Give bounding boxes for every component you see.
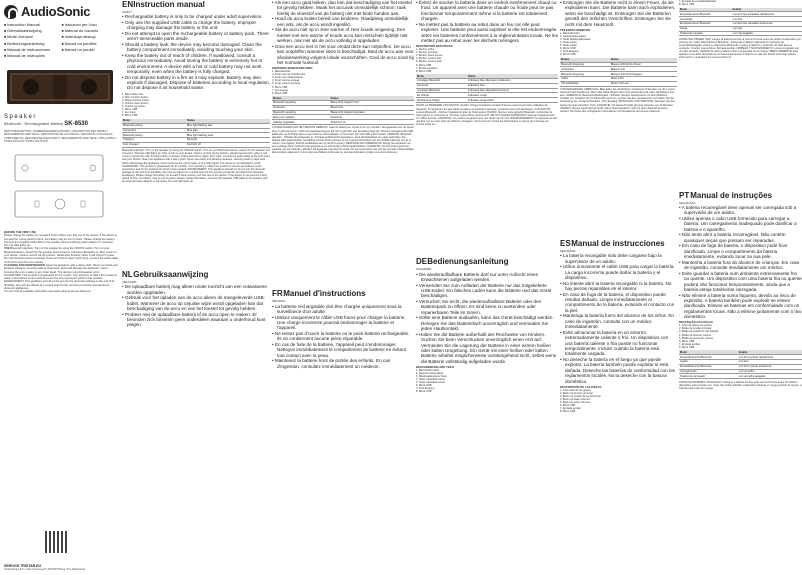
nl-safety-bullets: [122, 284, 270, 328]
en-safety-small: BEFORE THE FIRST USE Please charge the battery for at least 8 hours before your first use of the device. If the device is not used for a long period of time, the battery may be out of power. Please charge the battery. Connect the supplied USB cable to the speaker and an external power adaptor or computer. The red LED lights up. USE Bluetooth playback: Turn on the speaker by using the ON/OFF switch. Turn on your Bluetooth-device, search for the speaker and connect it. The blue LED lights up. Play music on your device. Volume control via the buttons. Hands-free function: when a call comes in press the main function button to answer. Press and hold to reject. AUX input: connect the audio cable to the AUX input and your device. CLEANING AND MAINTENANCE Clean the appliance with a damp cloth. Never use harsh and abrasive cleaners, scouring pads or steel wool, which will damage the appliance. Never immerse the unit in water or any other liquid. The device is not dishwasher proof. GUARANTEE: This product is guaranteed for 24 months. Your warranty is valid if the product is used in accordance to the instructions and for the purpose for which it was created. ENVIRONMENT: This appliance should not be put into the domestic garbage at the end of its durability, but must be offered at a central point for the recycling of electric and electronic domestic appliances. You can find all available information and spare parts at service.tristar.eu!: [4, 231, 118, 294]
table-cell: Verbunden: [560, 67, 610, 72]
table-cell: Emparejamiento Bluetooth: [679, 22, 732, 27]
safety-bullet: • Als een accu gaat lekken, dan kan dat beschadiging van het toestel tot gevolg hebben. Maak het accuvak onmiddellijk schoon; raak hierbij de vloeistof van de batterij niet met blote handen aan.: [272, 0, 414, 16]
safety-bullet: • Ne mettez pas la batterie au rebut dans un feu car elle peut exploser. Une batterie peut aussi exploser si elle est endommagée. Jetez les batteries conformément à la réglementation locale. Ne les mettez pas au rebut avec les déchets ménagers.: [416, 22, 558, 44]
part-item: 2. Botão de função principal: [679, 327, 712, 331]
safety-bullet: • No intente abrir la batería recargable ni la batería. No hay piezas reparables en el interior.: [560, 281, 677, 292]
de-safety-label: SICHERHEIT: [416, 268, 432, 272]
table-cell: Conectado: [679, 17, 732, 22]
table-cell: Charging: [122, 138, 186, 143]
table-cell: Blue light flashing slow: [186, 133, 270, 138]
table-cell: Red light off: [186, 142, 270, 147]
table-cell: Fully charged: [122, 142, 186, 147]
part-item: 3. Botón de estado de reproducción: [560, 394, 602, 398]
manual-language-item: ■ Návod na použitie: [62, 41, 120, 47]
table-cell: Volledig opgeladen: [272, 120, 330, 125]
table-header-cell: Estado: [738, 350, 802, 354]
de-parts-label: BESCHREIBUNG DER TEILE: [416, 364, 455, 369]
en-nl-column: [122, 0, 270, 575]
table-cell: Blauw licht knippert langzaam: [330, 110, 414, 115]
part-item: 2. Haupt-Funktionstaste: [416, 371, 444, 375]
table-cell: Luz vermelha apagada: [738, 374, 802, 379]
table-header-cell: Status: [610, 58, 677, 62]
table-cell: Emparelhamento Bluetooth: [679, 364, 738, 369]
table-row: [679, 31, 802, 36]
fr-section-header: FR Manuel d'instructions: [272, 289, 366, 299]
part-item: 5. Botón de subir volumen: [560, 401, 591, 404]
safety-bullet: • Em caso de fuga de bateria, o dispositivo pode ficar danificado. Limpe o compartimento da bateria imediatamente, evitando tocar na sua pele.: [679, 243, 802, 259]
part-item: 3. Playing status button: [122, 98, 149, 102]
fr-de-column: [416, 0, 558, 575]
part-item: 7. Entrée auxiliaire: [416, 66, 438, 70]
table-cell: Entièrement chargé: [416, 98, 467, 103]
manual-language-item: ■ Návod na použití: [62, 47, 120, 53]
safety-bullet: • En cas de fuite de la batterie, l'appareil peut s'endommager. Nettoyez immédiatement le compartiment de batterie en évitant tout contact avec la peau.: [272, 342, 414, 358]
safety-bullet: • Should a battery leak, the device may become damaged. Clean the battery compartment immediately, avoiding touching your skin.: [122, 42, 270, 53]
part-item: 3. Taste Wiedergabestatus: [560, 37, 591, 41]
table-cell: Jumelage Bluetooth: [416, 88, 467, 93]
part-item: 2. Main function button: [122, 95, 149, 99]
table-header-cell: Modo: [679, 350, 738, 354]
table-cell: Bluetooth pairing: [122, 133, 186, 138]
safety-bullet: • Die wiederaufladbare Batterie darf nur unter Aufsicht eines Erwachsenen aufgeladen werden.: [416, 272, 558, 283]
table-cell: Bluetooth koppeling: [272, 101, 330, 106]
product-subtitle: Bluetooth - Rechargeable Battery SK-8530: [4, 121, 88, 127]
safety-bullet: • Only use the supplied USB cable to charge the battery. Improper charging may damage the battery or the unit.: [122, 20, 270, 31]
table-cell: Carga: [679, 26, 732, 31]
fr-safety-label: SÉCURITÉ: [272, 300, 286, 304]
table-row: [272, 120, 414, 125]
es-safety-label: SEGURIDAD: [560, 250, 576, 254]
safety-bullet: • Gebruik voor het opladen van de accu alleen de meegeleverde USB-kabel. Wanneer de accu op onjuiste wijze wordt opgeladen kan dat beschadiging van de accu en van het toestel tot gevolg hebben.: [122, 295, 270, 311]
part-item: 1. Bass reflex tube: [122, 92, 144, 96]
table-header-cell: Status: [330, 96, 414, 100]
part-item: 4. Knop volume omlaag: [272, 79, 300, 83]
part-item: 2. Knop voor de hoofdfunctie: [272, 73, 306, 77]
pt-parts-label: DESCRIÇÃO DAS PEÇAS: [679, 320, 713, 325]
part-item: 6. Micro USB: [560, 404, 576, 408]
table-header-cell: Mode: [416, 74, 467, 78]
part-item: 4. Taste Leiser: [560, 40, 577, 44]
manual-language-item: ■ Istruzioni per l'uso: [62, 22, 120, 28]
en-parts-list: [122, 93, 270, 118]
brand-logo: [4, 4, 90, 19]
table-cell: Luz roja apagada: [732, 31, 802, 36]
manual-language-item: ■ Instrukcja obsługi: [62, 34, 120, 40]
safety-bullet: • Évitez de stocker la batterie dans un endroit extrêmement chaud ou froid. Un appareil avec une batterie chaude ou froide peut ne pas fonctionner temporairement même si la batterie est totalement chargée.: [416, 0, 558, 22]
part-item: 6. Micro USB: [122, 108, 138, 112]
safety-bullet: • Do not attempt to open the rechargeable battery or battery pack. There aren't serviceable parts inside.: [122, 31, 270, 42]
safety-bullet: • Do not dispose battery in a fire as it may explode. Battery may also explode if damaged. Dispose of batteries according to local regulation. Do not dispose it as household waste.: [122, 75, 270, 91]
fr-text: AVANT LA PREMIÈRE UTILISATION: Veuillez charger la batterie pendant 8 heures avant la première utilisation de l'appareil. Si l'appareil n'est pas utilisé pendant une période prolongée, la batterie peut être déchargée. UTILISATION: Lecture Bluetooth - Allumez l'appareil à l'aide de l'interrupteur ON/OFF. Allumez votre appareil Bluetooth, recherchez le haut-parleur et connectez-le. Fonction mains libres. Entrée AUX. NETTOYAGE ET ENTRETIEN: Nettoyez l'appareil avec un chiffon humide. GARANTIE: Ce produit est garanti pour une durée de 24 mois. ENVIRONNEMENT: Cet appareil ne doit pas être mis au rebut avec les déchets ménagers. Vous trouverez toutes les informations et pièces de rechange sur service.tristar.eu !: [416, 104, 557, 127]
part-item: 7. Aux input: [122, 111, 136, 115]
table-cell: Blauw licht knippert snel: [330, 101, 414, 106]
cover-column: [0, 0, 120, 575]
table-cell: Indicateur bleu clignotant lentement: [467, 88, 558, 93]
table-cell: Rotes Licht: [610, 77, 677, 82]
table-row: [560, 81, 677, 86]
safety-bullet: • No deseche la batería en el fuego ya que puede explotar. La batería también puede explotar si está dañada. Deseche las baterías de conformidad con los reglamentos locales. No la deseche con la basura doméstica.: [560, 357, 677, 384]
table-cell: Voll aufgeladen: [560, 81, 610, 86]
fr-safety-bullets: [272, 304, 414, 370]
de-section-header: DE Bedienungsanleitung: [416, 257, 509, 267]
table-cell: Bezig met opladen: [272, 115, 330, 120]
part-item: 4. Volume down button: [122, 102, 149, 105]
brand-name: AudioSonic: [21, 4, 91, 19]
part-item: 7. Entrada de entrada/adaptador: [679, 0, 717, 3]
part-item: 2. Hauptfunktionstaste: [560, 34, 586, 38]
part-item: 4. Botão de diminuir volume: [679, 333, 712, 337]
safety-bullet: • La batterie rechargeable doit être chargée uniquement sous la surveillance d'un adulte.: [272, 304, 414, 315]
safety-bullet: • Rechargeable battery is only to be charged under adult supervision.: [122, 14, 270, 19]
nl-status-table: [272, 96, 414, 125]
table-cell: Blue light: [186, 128, 270, 133]
table-cell: Blauw licht: [330, 105, 414, 110]
table-cell: Indicateur rouge éteint: [467, 98, 558, 103]
part-item: 6. Micro USB: [272, 85, 288, 89]
table-cell: Luz azul que parpadea lentamente: [732, 22, 802, 27]
part-item: 6. Micro-USB: [560, 47, 576, 51]
fr-safety-bullets-continued: [416, 0, 558, 43]
part-item: 8. Micro USB: [416, 69, 432, 73]
parts-description-header: PARTS DESCRIPTION / ONDERDELENBESCHRIJVING / DESCRIPTION DES PIECES / BESCHREIBUNG DER TEILE / DESCRIPCIÓN DE LAS PIEZAS / DESCRIÇÃO DAS PEÇAS / COMPONENTE / DESCRIZIONE DELLE PARTI / BESCHREIBUNG DER TEILE / OPIS CZĘŚCI / POPIS SÚČASTÍ / POPIS SOUČÁSTÍ: [4, 130, 117, 144]
table-cell: Carregamento: [679, 369, 738, 374]
nl-parts-list: [272, 70, 414, 95]
table-cell: Luz azul: [732, 17, 802, 22]
part-item: 6. Micro USB: [416, 63, 432, 67]
table-cell: Luz azul: [738, 360, 802, 365]
part-item: 7. Entrada auxiliar: [679, 342, 700, 346]
en-section-header: EN Instruction manual: [122, 0, 205, 9]
part-item: 8. Micro USB: [560, 410, 576, 414]
table-row: [122, 142, 270, 147]
safety-bullet: • Houd de accu buiten bereik van kinderen. Raadpleeg onmiddellijk een arts, als de accu wordt ingeslikt.: [272, 16, 414, 27]
product-model: SK-8530: [64, 121, 88, 127]
table-header-cell: Mode: [122, 119, 186, 123]
part-item: 5. Knop volume omhoog: [272, 82, 301, 86]
manual-language-item: ■ Gebruiksaanwijzing: [4, 28, 62, 34]
safety-bullet: • Sla de accu niet op in zeer warme of zeer koude omgeving. Een toestel met een warme of koude accu kan misschien tijdelijk niet werken, ook niet als de accu volledig is opgeladen.: [272, 27, 414, 43]
table-header-cell: Modus: [560, 58, 610, 62]
nl-parts-label: ONDERDELENBESCHRIJVING: [272, 65, 313, 70]
safety-bullet: • Verwenden Sie zum Aufladen der Batterie nur das mitgelieferte USB-Kabel. Ein falsches Laden kann die Batterie und das Gerät beschädigen.: [416, 283, 558, 299]
safety-bullet: • Utilisez uniquement le câble USB fourni pour charger la batterie. Une charge incorrecte pourrait endommager la batterie et l'appareil.: [272, 315, 414, 331]
part-item: 6. Micro USB: [679, 339, 695, 343]
part-item: 8. Micro USB: [272, 91, 288, 95]
manual-language-item: ■ Bedienungsanleitung: [4, 41, 62, 47]
nl-section-header: NL Gebruiksaanwijzing: [122, 270, 209, 280]
part-item: 3. Wiedergabestatus-Taste: [416, 375, 447, 378]
table-cell: Emparelhamento Bluetooth: [679, 355, 738, 360]
table-cell: Luz azul a piscar lentamente: [738, 364, 802, 369]
part-item: 1. Basreflexbuis: [272, 70, 291, 74]
part-item: 8. Micro USB: [679, 3, 695, 7]
part-item: 8. Micro-USB: [560, 53, 576, 57]
table-cell: Totalmente cargado: [679, 31, 732, 36]
table-cell: Luz roja: [732, 26, 802, 31]
safety-bullet: • Mantenga la batería fuera del alcance de los niños. En caso de ingestión, consulte con un médico inmediatamente.: [560, 313, 677, 329]
table-header-cell: Estado: [732, 8, 802, 12]
pt-section-header: PT Manual de instruções: [679, 190, 773, 200]
part-item: 1. Bassreflexrohr: [560, 31, 580, 35]
part-item: 5. Taste Lauter: [560, 44, 578, 47]
fr-parts-list: [416, 48, 558, 73]
safety-bullet: • Entsorgen Sie die Batterie nicht in einem Feuer, da sie explodieren kann. Die Batterie kann auch explodieren, wenn sie beschädigt ist. Entsorgen Sie die Batterien gemäß den örtlichen Vorschriften. Entsorgen Sie sie nicht mit dem Hausmüll.: [560, 0, 677, 27]
safety-bullet: • Keep the battery out of reach of children. If swallowed, consult a physician immediately. Avoid storing the battery in extremely hot or cold environment. A device with a hot or cold battery may not work temporarily, even when the battery is fully charged.: [122, 53, 270, 75]
fr-status-table: [416, 74, 558, 103]
table-cell: Blaues Licht: [610, 67, 677, 72]
table-header-cell: Modus: [272, 96, 330, 100]
table-cell: Bluetooth pairing: [122, 123, 186, 128]
part-item: 3. Botão de estado de reprodução: [679, 330, 719, 334]
table-cell: Blaues Licht blinkt langsam: [610, 72, 677, 77]
safety-bullet: • Ne tentez pas d'ouvrir la batterie ou le pack-batterie rechargeable. Ils ne contiennent aucune pièce réparable.: [272, 331, 414, 342]
table-cell: Connecté: [416, 83, 467, 88]
de-safety-bullets: [416, 272, 558, 365]
safety-bullet: • Utilize apenas o cabo USB fornecido para carregar a bateria. Um carregamento inadequado pode danificar a bateria e o aparelho.: [679, 216, 802, 232]
safety-bullet: • En caso de fuga de la batería, el dispositivo puede resultar dañado. Limpie inmediatamente el compartimento de la batería, evitando el contacto con la piel.: [560, 292, 677, 314]
de-parts-label-2: TEILEBESCHREIBUNG: [560, 27, 591, 32]
part-item: 1. Tubo reflector de graves: [560, 388, 591, 392]
en-safety-bullets: [122, 14, 270, 91]
part-item: 5. Volume up button: [122, 105, 146, 109]
part-item: 2. Botón de función principal: [560, 391, 593, 395]
table-cell: Laden: [560, 77, 610, 82]
es-parts-label: DESCRIPCIÓN DE LAS PIEZAS: [560, 384, 602, 389]
part-item: 4. Botón de bajar volumen: [560, 397, 591, 401]
service-info: SERVICE.TRISTAR.EU Tristar Europe B.V. | Jules Verneweg 87 | 5015 BH Tilburg | The Netherlands: [4, 564, 85, 571]
speaker-product-image: [3, 62, 117, 110]
safety-bullet: • Evite guardar a bateria num ambiente extremamente frio ou quente. Um dispositivo com uma bateria fria ou quente poderá não funcionar temporariamente, ainda que a bateria esteja totalmente carregada.: [679, 271, 802, 293]
table-cell: Luz azul a piscar rapidamente: [738, 355, 802, 360]
safety-bullet: • Não tente abrir a bateria recarregável. Não contém quaisquer peças que possam ser reparadas.: [679, 232, 802, 243]
safety-bullet: • Mantenha a bateria fora do alcance de crianças. Em caso de ingestão, consulte imediatamente um médico.: [679, 260, 802, 271]
table-cell: Jumelage Bluetooth: [416, 79, 467, 84]
manual-language-item: ■ Manual de instrucciones: [4, 47, 62, 53]
en-safety-label: SAFETY: [122, 11, 133, 14]
part-item: 4. Taste Lautstärke leiser: [416, 378, 445, 382]
part-item: 6. Micro-USB: [416, 384, 432, 388]
safety-bullet: • Maintenez la batterie hors de portée des enfants. En cas d'ingestion, consultez immédiatement un médecin.: [272, 358, 414, 369]
es-section-header: ES Manual de instrucciones: [560, 239, 665, 249]
nl-fr-column: [272, 0, 414, 575]
part-item: 5. Botão de aumentar volume: [679, 336, 714, 340]
es-pt-column: [679, 0, 802, 575]
part-item: 1. Bouton reflex: [416, 48, 435, 52]
table-cell: Bluetooth-Kopplung: [560, 72, 610, 77]
table-cell: Connected: [122, 128, 186, 133]
brand-logo-icon: [4, 5, 18, 19]
part-item: 2. Bouton principal: [416, 51, 438, 55]
de-text: VOR DER ERSTEN GEBRAUCH: Bitte laden Sie die Batterie mindestens 8 Stunden vor dem ersten Gebrauch des Geräts auf. Wenn das Gerät längere Zeit nicht verwendet wird, kann die Batterie leer sein. GEBRAUCH: Bluetooth-Wiedergabe - Schalten Sie den Lautsprecher mit dem EIN/AUS-Schalter ein. Schalten Sie Ihr Bluetooth-Gerät ein, suchen Sie den Lautsprecher und stellen Sie die Verbindung her. Freisprechfunktion. AUX-Eingang. REINIGUNG UND WARTUNG: Reinigen Sie das Gerät mit einem feuchten Tuch. GARANTIE: Für dieses Produkt gilt eine Garantie von 24 Monaten. UMWELT: Dieses Gerät darf am Ende seiner Nutzungsdauer nicht mit dem Hausmüll entsorgt werden. Sie finden alle verfügbaren Informationen und Ersatzteile auf service.tristar.eu!: [560, 88, 676, 113]
part-item: 7. AUX-Eingang: [560, 50, 579, 54]
part-item: 7. Entrada auxiliar: [560, 407, 581, 411]
safety-bullet: • La batería recargable solo debe cargarse bajo la supervisión de un adulto.: [560, 253, 677, 264]
speaker-parts-diagram: [5, 147, 115, 227]
qr-code-icon: [45, 531, 67, 553]
en-status-table: [122, 119, 270, 148]
part-item: 5. Bouton volume haut: [416, 60, 442, 64]
pt-safety-bullets: [679, 205, 802, 320]
table-cell: Rotes Licht aus: [610, 81, 677, 86]
table-header-cell: Modo: [679, 8, 732, 12]
de-parts-list-2: [560, 32, 677, 57]
de-parts-list: [416, 369, 558, 394]
table-cell: Ligado: [679, 360, 738, 365]
product-title: Speaker: [4, 114, 37, 120]
pt-parts-list: [679, 324, 802, 349]
table-cell: Rood licht: [330, 115, 414, 120]
safety-bullet: • Probeer niet de oplaadbare batterij of de accu open te maken. Er bevinden zich binnenin geen onderdelen waaraan u onderhoud kunt plegen.: [122, 312, 270, 328]
table-cell: Blaues Licht blinkt schnell: [610, 62, 677, 67]
de-safety-bullets-continued: [560, 0, 677, 27]
manual-language-list: [4, 22, 119, 59]
de-es-column: [560, 0, 677, 575]
manual-language-item: ■ Mode d'emploi: [4, 34, 62, 40]
manual-language-item: ■ Manual do Usuário: [62, 28, 120, 34]
safety-bullet: • Evite almacenar la batería en un entorno extremadamente caliente o frío. Un dispositivo con una batería caliente o fría puede no funcionar temporalmente, incluso cuando la batería está totalmente cargada.: [560, 330, 677, 357]
table-cell: Blue light flashing fast: [186, 123, 270, 128]
part-item: 5. Taste Lautstärke lauter: [416, 381, 446, 385]
safety-bullet: • Utilice únicamente el cable USB para cargar la batería. La carga incorrecta puede dañar la batería y el dispositivo.: [560, 264, 677, 280]
part-item: 8. Micro USB: [122, 114, 138, 118]
part-item: 8. Micro USB: [679, 345, 695, 349]
es-safety-bullets: [560, 253, 677, 384]
manual-language-row: [4, 53, 119, 59]
table-cell: Luz vermelha: [738, 369, 802, 374]
table-row: [679, 374, 802, 379]
table-header-cell: Statut: [467, 74, 558, 78]
part-item: 7. AUX-Eingang: [416, 387, 435, 391]
part-item: 3. Bouton statut lecture: [416, 54, 443, 58]
safety-bullet: • A bateria recarregável deve apenas ser carregada sob a supervisão de um adulto.: [679, 205, 802, 216]
table-cell: Bluetooth-Kopplung: [560, 62, 610, 67]
part-item: 3. Knop voor afspeelstatus: [272, 76, 303, 80]
pt-status-table: [679, 350, 802, 379]
es-text: ANTES DEL PRIMER USO: Cargue la batería durante al menos 8 horas antes de utilizar el dispositivo por primera vez. USO: Reproducción Bluetooth - Encienda el altavoz utilizando el interruptor de encendido/apagado. Active su dispositivo Bluetooth, busque el altavoz y conéctelo. El LED azul se enciende. Función manos libres. Entrada auxiliar. LIMPIEZA Y MANTENIMIENTO: Limpie el aparato con un paño húmedo. GARANTÍA: Este producto tiene una garantía de 24 meses. MEDIO AMBIENTE: Este aparato no se debe desechar con la basura doméstica al final de su vida útil. Puede encontrar toda la información y recambios en service.tristar.eu!: [679, 37, 802, 60]
table-cell: Indicateur bleu clignotant rapidement: [467, 79, 558, 84]
table-cell: Indicateur bleu: [467, 83, 558, 88]
pt-safety-label: SEGURANÇA: [679, 201, 696, 205]
es-parts-tail: [679, 0, 802, 6]
safety-bullet: • Versuchen Sie nicht, die wiederaufladbare Batterie oder den Batteriepack zu öffnen. Es sind keine zu wartenden oder reparierbaren Teile im Innern.: [416, 299, 558, 315]
de-status-table: [560, 58, 677, 87]
table-cell: Luz azul que parpadea rápidamente: [732, 12, 802, 17]
part-item: 1. Tubo de reflexo de graves: [679, 324, 712, 328]
manual-language-item: ■ Instruction Manual: [4, 22, 62, 28]
safety-bullet: • Gooi een accu niet in het vuur omdat deze kan ontploffen. De accu kan ontploffen wanneer deze is beschadigd. Bied de accu aan voor afvalverwerking volgens lokale voorschriften. Gooi de accu nooit bij het normale huisvuil.: [272, 44, 414, 66]
table-cell: En charge: [416, 93, 467, 98]
table-cell: Totalmente carregado: [679, 374, 738, 379]
pt-text: ANTES DA PRIMEIRA UTILIZAÇÃO: Carregue a bateria durante pelo menos 8 horas antes de utilizar o dispositivo pela primeira vez. Caso não tenha utilizado o dispositivo durante um longo período de tempo, a bateria pode estar sem carga.: [679, 380, 802, 390]
manual-language-item: ■ Manual de instruções: [4, 53, 119, 59]
part-item: 4. Bouton volume bas: [416, 57, 442, 61]
table-cell: Emparejamiento Bluetooth: [679, 12, 732, 17]
safety-bullet: • De oplaadbare batterij mag alleen onder toezicht van een volwassene worden opgeladen.: [122, 284, 270, 295]
part-item: 1. Bass-Reflex-Rohr: [416, 368, 440, 372]
es-status-table: [679, 8, 802, 37]
table-cell: Red light: [186, 138, 270, 143]
table-cell: Verbonden: [272, 105, 330, 110]
table-cell: Indicateur rouge: [467, 93, 558, 98]
safety-bullet: • Halten Sie die Batterie außerhalb der Reichweite von Kindern. Suchen Sie beim Verschlucken unverzüglich einen Arzt auf. Vermeiden Sie die Lagerung der Batterie in einer extrem heißen oder kalten Umgebung. Ein Gerät mit einer heißen oder kalten Batterie arbeitet möglicherweise vorübergehend nicht, selbst wenn die Batterie vollständig aufgeladen wurde.: [416, 332, 558, 364]
table-header-cell: Status: [186, 119, 270, 123]
table-cell: Rood licht uit: [330, 120, 414, 125]
nl-safety-label: VEILIGHEID: [122, 281, 137, 285]
nl-safety-bullets-continued: [272, 0, 414, 65]
nl-text: VOORAFGAAND AAN HET EERSTE GEBRUIK: Laad de batterij ten minste 8 uur op voordat u het apparaat voor de eerste keer in gebruik neemt. Indien het apparaat langere tijd niet is gebruikt, kan de batterij leeg zijn. Sluit de meegeleverde USB-kabel aan op de luidspreker en een externe stroomadapter of computer. De rode LED gaat branden. GEBRUIK: Bluetooth afspelen - Schakel de luidspreker in. Schakel uw Bluetooth-apparaat in, zoek de luidspreker en maak verbinding. De blauwe LED gaat branden. Handsfree-functie: Druk wanneer er een oproep binnenkomt op de hoofdfunctieknop om op te nemen. Aux-ingang: Sluit de audiokabel aan op de AUX-ingang. REINIGING EN ONDERHOUD: Reinig het apparaat met een vochtige doek. Gebruik nooit agressieve en schurende schoonmaakmiddelen. GARANTIE: Op dit product geeft een garantie van 24 maanden. MILIEU: Dit apparaat mag aan het einde van zijn levensduur niet met het normale huishoudelijke afval worden afgevoerd. U kunt alle beschikbare informatie en reserveonderdelen vinden op service.tristar.eu!: [272, 126, 414, 155]
table-cell: Bluetooth koppeling: [272, 110, 330, 115]
table-row: [416, 98, 558, 103]
fr-parts-label: DESCRIPTION DES PIÈCES: [416, 43, 453, 48]
es-parts-list: [560, 389, 677, 414]
en-text: Bluetooth playback: Turn on the speaker by using the ON/OFF switch. Turn on your Bluetooth-device, search for the speaker and connect it. The blue LED lights up. Play music on your device. Volume control via the buttons. Hands-free function: when a call comes in press the main function button to answer. Press and hold to reject. AUX input: connect the audio cable to the AUX input and your device. Clean the appliance with a damp cloth. Never use harsh and abrasive cleaners, scouring pads or steel wool, which will damage the appliance. Never immerse the unit in water or any other liquid. The device is not dishwasher proof. GUARANTEE: This product is guaranteed for 24 months. Your warranty is valid if the product is used in accordance to the instructions and for the purpose for which it was created. ENVIRONMENT: This appliance should not be put into the domestic garbage at the end of its durability, but must be offered at a central point for the recycling of electric and electronic domestic appliances. Please charge the battery for at least 8 hours before your first use of the device. If the device is not used for a long period of time, the battery may be out of power. Please charge the battery. Connect the supplied USB cable to the speaker and an external power adaptor or computer. The red LED lights up.: [122, 149, 270, 184]
part-item: 7. Aux-ingang: [272, 88, 288, 92]
safety-bullet: • Sollte eine Batterie auslaufen, kann das Gerät beschädigt werden. Reinigen Sie das Batteriefach unverzüglich und vermeiden Sie jeden Hautkontakt.: [416, 315, 558, 331]
part-item: 8. Micro-USB: [416, 390, 432, 394]
safety-bullet: • Não elimine a bateria numa fogueira, devido ao risco de explosão. A bateria também pode explodir se estiver danificada. Elimine as baterias em conformidade com os regulamentos locais. Não a elimine juntamente com o lixo doméstico.: [679, 293, 802, 320]
